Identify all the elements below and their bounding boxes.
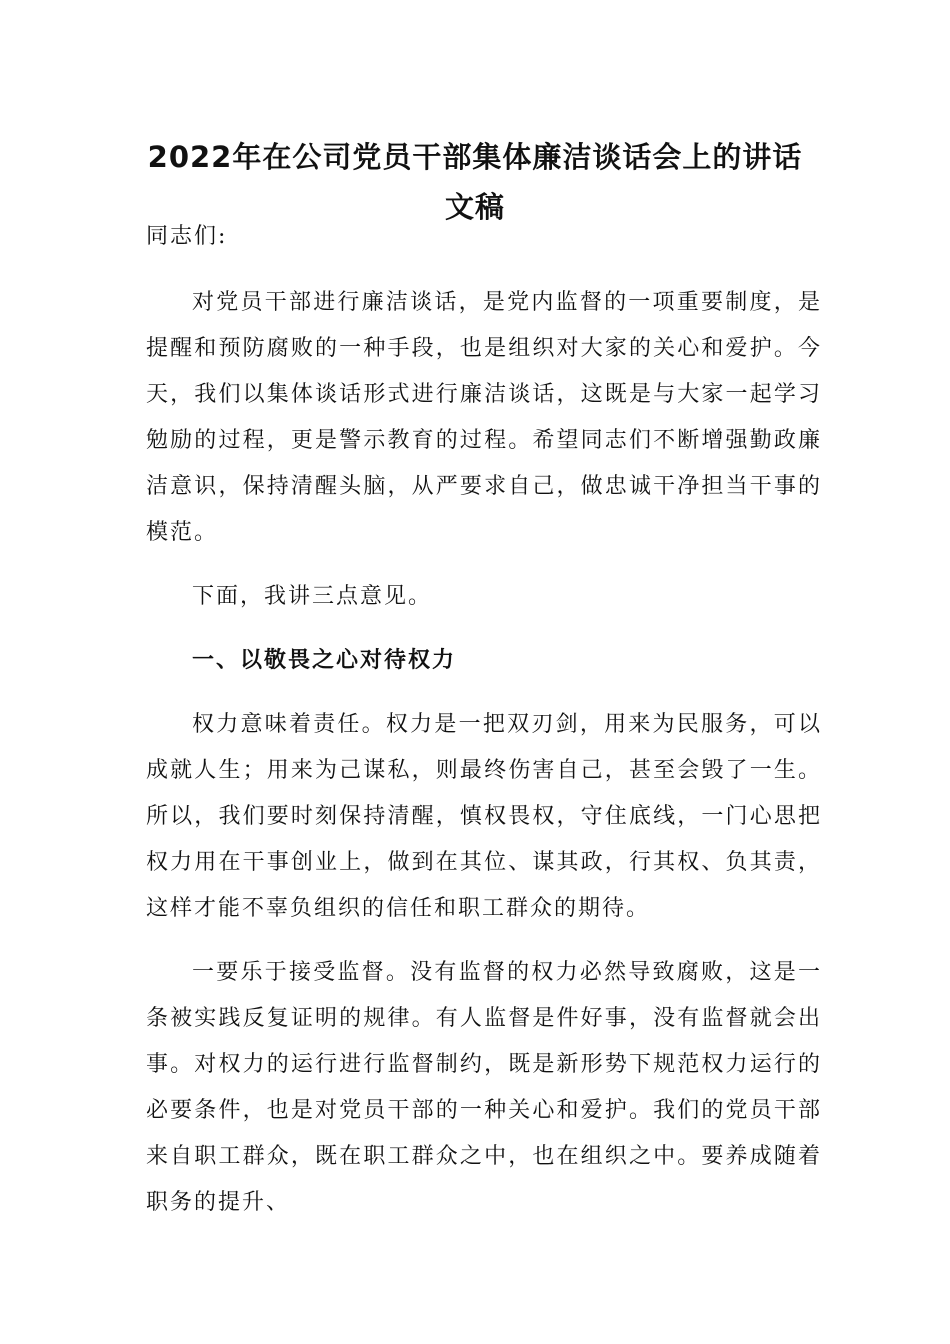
document-body xyxy=(146,214,822,1226)
section-paragraph-supervision: 一要乐于接受监督。没有监督的权力必然导致腐败，这是一条被实践反复证明的规律。有人监督是件好事，没有监督就会出事。对权力的运行进行监督制约，既是新形势下规范权力运行的必要条件，也是对党员干部的一种关心和爱护。我们的党员干部来自职工群众，既在职工群众之中，也在组织之中。要养成随着职务的提升、 xyxy=(146,960,822,1215)
salutation: 同志们: xyxy=(146,224,228,249)
document-title: 2022年在公司党员干部集体廉洁谈话会上的讲话文稿 xyxy=(147,140,803,224)
section-heading: 一、以敬畏之心对待权力 xyxy=(192,648,457,673)
intro-paragraph: 对党员干部进行廉洁谈话，是党内监督的一项重要制度，是提醒和预防腐败的一种手段，也是组织对大家的关心和爱护。今天，我们以集体谈话形式进行廉洁谈话，这既是与大家一起学习勉励的过程，更是警示教育的过程。希望同志们不断增强勤政廉洁意识，保持清醒头脑，从严要求自己，做忠诚干净担当干事的模范。 xyxy=(146,290,822,545)
section-paragraph-power: 权力意味着责任。权力是一把双刃剑，用来为民服务，可以成就人生；用来为己谋私，则最终伤害自己，甚至会毁了一生。所以，我们要时刻保持清醒，慎权畏权，守住底线，一门心思把权力用在干事创业上，做到在其位、谋其政，行其权、负其责，这样才能不辜负组织的信任和职工群众的期待。 xyxy=(146,712,822,921)
outline-paragraph: 下面，我讲三点意见。 xyxy=(192,584,433,609)
